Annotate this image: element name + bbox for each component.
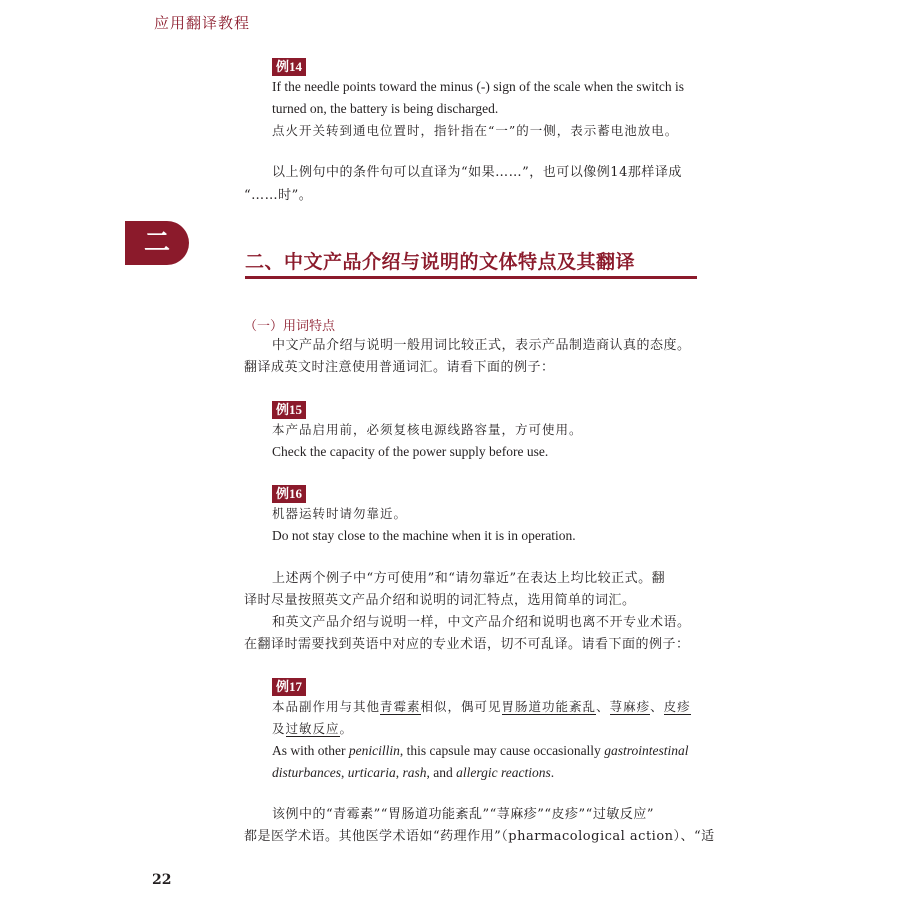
para1-line-1: 以上例句中的条件句可以直译为“如果……”，也可以像例14那样译成 [272,165,682,180]
example-label-16 [272,483,306,503]
ex17-zh-text: 本品副作用与其他 [272,699,381,714]
term-en-gastrointestinal: gastrointestinal [604,743,689,758]
page-number: 22 [152,872,172,888]
section-title: 二、中文产品介绍与说明的文体特点及其翻译 [245,251,636,273]
para4-line-2: 都是医学术语。其他医学术语如“药理作用”（pharmacological action）、“适 [244,829,715,844]
ex14-en-line-2: turned on, the battery is being discharged. [272,101,499,116]
subsection-title: （一）用词特点 [244,319,336,334]
term-en-penicillin: penicillin [348,743,400,758]
ex15-zh: 本产品启用前，必须复核电源线路容量，方可使用。 [272,422,583,437]
section-rule [245,276,697,279]
ex17-en-text: . [550,765,555,780]
para3-line-3: 和英文产品介绍与说明一样，中文产品介绍和说明也离不开专业术语。 [272,615,691,630]
ex15-en: Check the capacity of the power supply before use. [272,444,549,459]
ex16-zh: 机器运转时请勿靠近。 [272,506,408,521]
ex17-en-line-2 [272,764,554,781]
para3-line-2: 译时尽量按照英文产品介绍和说明的词汇特点，选用简单的词汇。 [244,593,636,608]
ex17-zh-text: 。 [339,721,354,736]
para3-line-4: 在翻译时需要找到英语中对应的专业术语，切不可乱译。请看下面的例子： [244,637,690,652]
para2-line-2: 翻译成英文时注意使用普通词汇。请看下面的例子： [244,360,555,375]
ex17-en-text: , and [426,765,457,780]
ex17-zh-line-2 [272,720,353,737]
ex14-en-line-1: If the needle points toward the minus (-) sign of the scale when the switch is [272,79,685,94]
example-label-text: 例14 [272,58,306,76]
ex17-en-line-1 [272,742,688,759]
ex17-zh-text: 、 [650,699,664,714]
example-label-text: 例15 [272,401,306,419]
example-label-14 [272,56,306,76]
running-header: 应用翻译教程 [154,14,251,32]
para1-line-2: “……时”。 [244,188,313,203]
example-label-15 [272,399,306,419]
example-label-17 [272,676,306,696]
ex17-en-text: , [341,765,348,780]
term-en-disturbances: disturbances [272,765,341,780]
term-en-rash: rash [402,765,427,780]
ex17-en-text: , this capsule may cause occasionally [399,743,605,758]
term-urticaria: 荨麻疹 [609,699,651,714]
ex17-zh-text: 相似，偶可见 [420,699,502,714]
ex16-en: Do not stay close to the machine when it is in operation. [272,528,576,543]
ex14-zh: 点火开关转到通电位置时，指针指在“一”的一侧，表示蓄电池放电。 [272,123,679,138]
para3-line-1: 上述两个例子中“方可使用”和“请勿靠近”在表达上均比较正式。翻 [272,571,666,586]
ex17-zh-text: 及 [272,721,286,736]
term-allergic-reaction: 过敏反应 [285,721,340,736]
example-label-text: 例17 [272,678,306,696]
ex17-en-text: As with other [272,743,349,758]
term-penicillin: 青霉素 [380,699,421,714]
example-label-text: 例16 [272,485,306,503]
term-gi-disturbance: 胃肠道功能紊乱 [501,699,597,714]
ex17-zh-line-1 [272,698,691,715]
para2-line-1: 中文产品介绍与说明一般用词比较正式，表示产品制造商认真的态度。 [272,338,691,353]
para4-line-1: 该例中的“青霉素”“胃肠道功能紊乱”“荨麻疹”“皮疹”“过敏反应” [272,807,654,822]
ex17-en-text: , [395,765,403,780]
ex17-zh-text: 、 [596,699,610,714]
term-en-urticaria: urticaria [347,765,396,780]
term-rash: 皮疹 [663,699,691,714]
section-number: 二 [143,228,170,258]
term-en-allergic-reactions: allergic reactions [456,765,551,780]
